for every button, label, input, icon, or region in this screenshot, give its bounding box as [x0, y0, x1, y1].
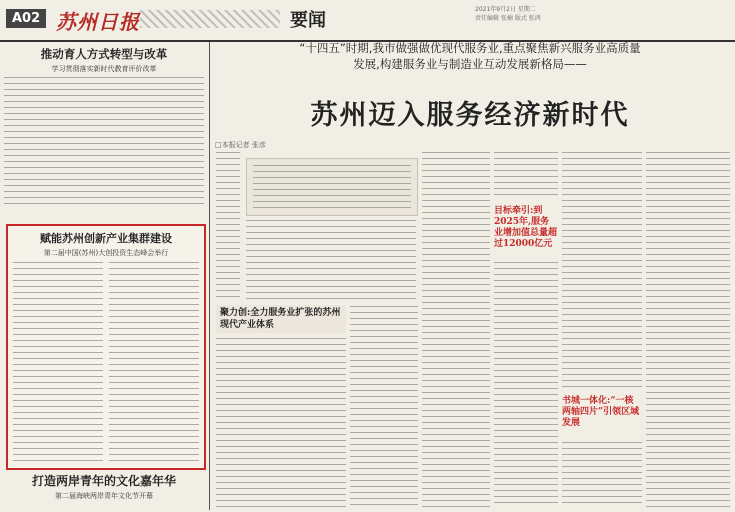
dateline: 2021年9月2日 星期二 责任编辑 张楠 版式 张鸿: [475, 6, 541, 22]
column-divider: [209, 42, 210, 510]
body-col-7: [646, 152, 730, 508]
feature-title: 赋能苏州创新产业集群建设: [40, 232, 172, 245]
body-col-3: [350, 306, 418, 508]
left-top-body: [4, 77, 204, 205]
subhead-box-3: 书城一体化:“一核两轴四片”引领区域发展: [562, 396, 640, 428]
decorative-pattern: [140, 10, 280, 28]
left-bottom-subhead: 第二届海峡两岸青年文化节开幕: [55, 492, 153, 500]
left-bottom-headline: 打造两岸青年的文化嘉年华: [31, 474, 176, 488]
newspaper-logo: 苏州日报: [56, 10, 140, 34]
left-top-subhead: 学习贯彻落实新时代教育评价改革: [51, 65, 157, 73]
subhead-box-1: 聚力创:全力服务业扩张的苏州现代产业体系: [216, 305, 346, 333]
body-col-5a: [494, 152, 558, 200]
lead-byline: □本报记者 张彦: [215, 141, 266, 149]
body-col-1b: [216, 338, 346, 508]
feature-body-col-2: [109, 262, 199, 462]
lead-headline: 苏州迈入服务经济新时代: [310, 100, 630, 131]
page-number: A02: [6, 9, 46, 28]
left-top-article: [4, 42, 204, 205]
left-bottom-article: [4, 472, 204, 504]
body-col-6b: [562, 442, 642, 508]
subhead-box-2: 目标牵引:到2025年,服务业增加值总量超过12000亿元: [494, 206, 558, 249]
body-col-5b: [494, 262, 558, 508]
quote-box: [246, 158, 418, 216]
body-col-4: [422, 152, 490, 508]
body-col-6a: [562, 152, 642, 390]
body-col-1a: [216, 152, 240, 302]
feature-body-col-1: [13, 262, 103, 462]
feature-subhead: 第二届中国(苏州)大创投资生态峰会举行: [43, 249, 169, 257]
left-top-headline: 推动育人方式转型与改革: [40, 47, 168, 61]
lead-kicker: “十四五”时期,我市做强做优现代服务业,重点聚焦新兴服务业高质量 发展,构建服务业与制造业互动发展新格局——: [299, 41, 641, 71]
section-title: 要闻: [290, 10, 326, 31]
feature-box: [6, 224, 206, 470]
body-under-quote: [246, 220, 416, 302]
